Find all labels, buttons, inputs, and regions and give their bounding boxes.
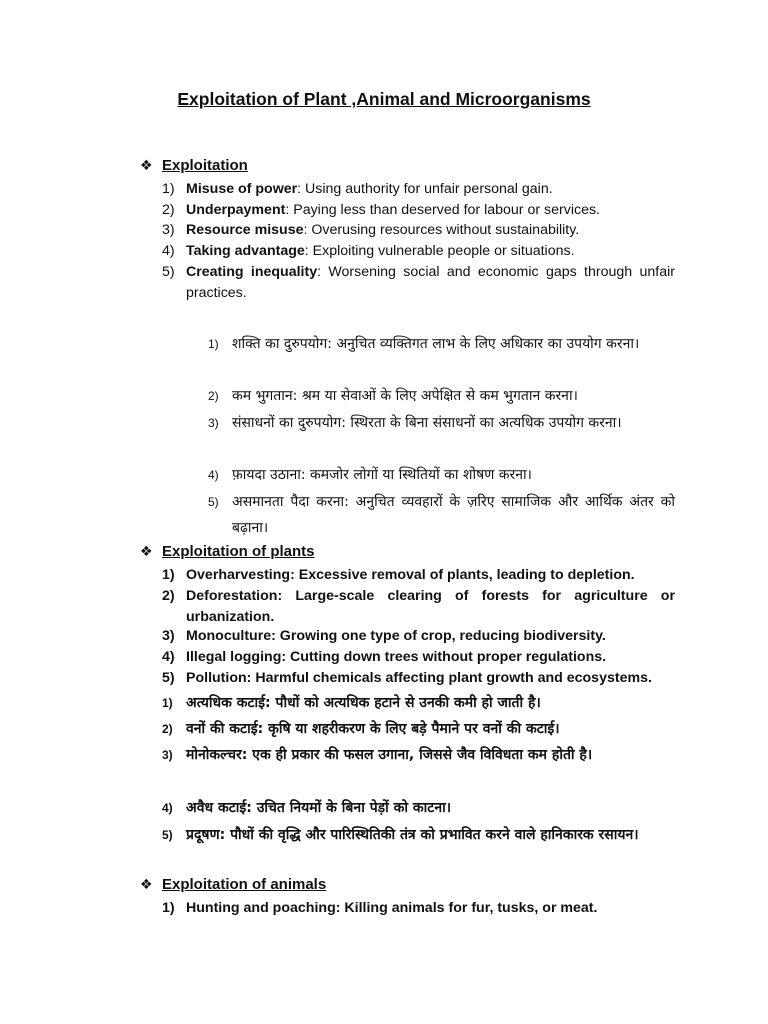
list-item: 4) Illegal logging: Cutting down trees without proper regulations. <box>162 649 607 665</box>
list-item: 1) Misuse of power: Using authority for unfair personal gain. <box>162 181 553 197</box>
list-item: 1) अत्यधिक कटाई: पौधों को अत्यधिक हटाने से उनकी कमी हो जाती है। <box>162 695 541 711</box>
section-heading-animals: ❖ Exploitation of animals <box>140 876 327 893</box>
list-item: 1) Overharvesting: Excessive removal of plants, leading to depletion. <box>162 567 635 583</box>
section-heading-plants: ❖ Exploitation of plants <box>140 543 315 560</box>
list-item: 4) Taking advantage: Exploiting vulnerable people or situations. <box>162 243 575 259</box>
list-item: 2) वनों की कटाई: कृषि या शहरीकरण के लिए बड़े पैमाने पर वनों की कटाई। <box>162 721 560 737</box>
list-item: 2) Deforestation: Large-scale clearing of forests for agriculture or urbanization. <box>162 588 675 625</box>
list-item: 2) Underpayment: Paying less than deserved for labour or services. <box>162 202 600 218</box>
diamond-bullet-icon: ❖ <box>140 543 153 559</box>
list-item: 5) Creating inequality: Worsening social and economic gaps through unfair practices. <box>162 264 675 301</box>
list-item: 5) प्रदूषण: पौधों की वृद्धि और पारिस्थितिकी तंत्र को प्रभावित करने वाले हानिकारक रसायन। <box>162 827 639 843</box>
list-item: 4) फ़ायदा उठाना: कमजोर लोगों या स्थितियों का शोषण करना। <box>208 467 532 483</box>
list-item: 4) अवैध कटाई: उचित नियमों के बिना पेड़ों को काटना। <box>162 800 452 816</box>
list-item: 3) Monoculture: Growing one type of crop, reducing biodiversity. <box>162 628 606 644</box>
list-item: 3) मोनोकल्चर: एक ही प्रकार की फसल उगाना, जिससे जैव विविधता कम होती है। <box>162 747 593 763</box>
list-item: 1) शक्ति का दुरुपयोग: अनुचित व्यक्तिगत लाभ के लिए अधिकार का उपयोग करना। <box>208 336 640 352</box>
diamond-bullet-icon: ❖ <box>140 157 153 173</box>
list-item: 1) Hunting and poaching: Killing animals for fur, tusks, or meat. <box>162 900 598 916</box>
list-item: 2) कम भुगतान: श्रम या सेवाओं के लिए अपेक्षित से कम भुगतान करना। <box>208 388 578 404</box>
list-item: 3) Resource misuse: Overusing resources without sustainability. <box>162 222 580 238</box>
page-title: Exploitation of Plant ,Animal and Microorganisms <box>177 89 591 109</box>
list-item: 5) असमानता पैदा करना: अनुचित व्यवहारों के ज़रिए सामाजिक और आर्थिक अंतर को बढ़ाना। <box>208 494 675 536</box>
list-item: 3) संसाधनों का दुरुपयोग: स्थिरता के बिना संसाधनों का अत्यधिक उपयोग करना। <box>208 415 622 431</box>
list-item: 5) Pollution: Harmful chemicals affecting plant growth and ecosystems. <box>162 670 652 686</box>
diamond-bullet-icon: ❖ <box>140 876 153 892</box>
section-heading-exploitation: ❖ Exploitation <box>140 157 248 174</box>
